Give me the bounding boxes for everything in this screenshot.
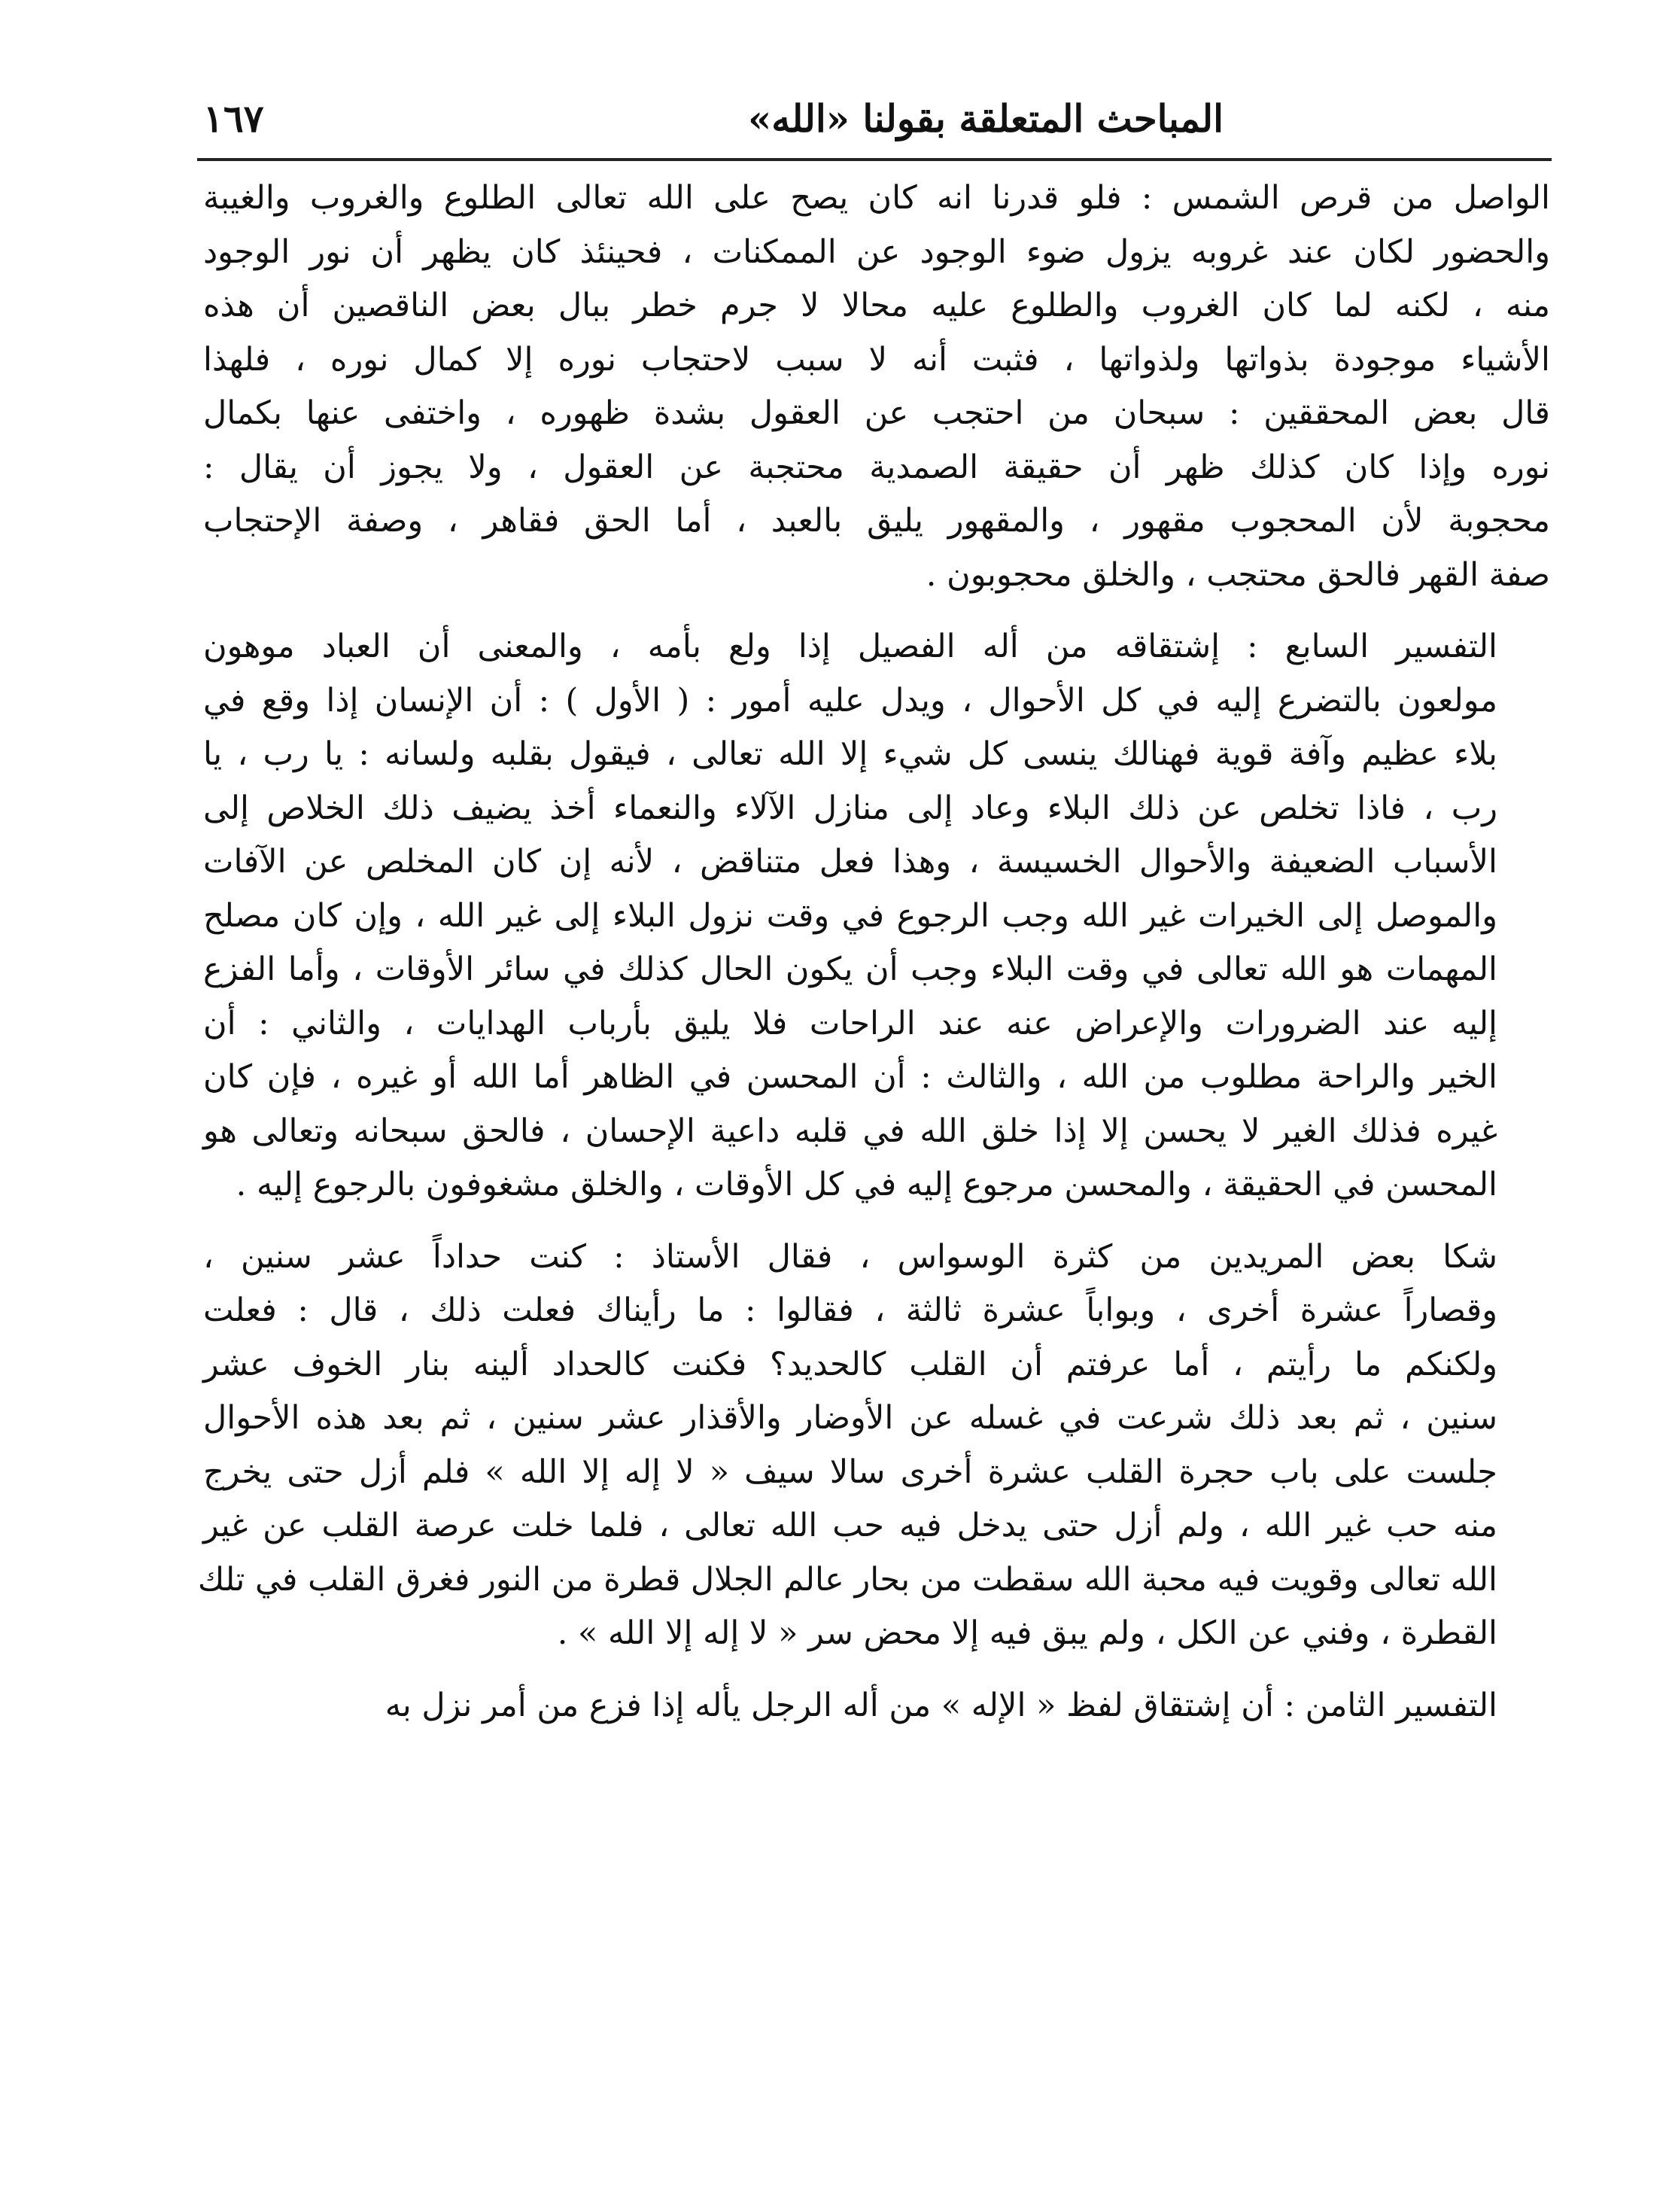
text-line: جلست على باب حجرة القلب عشرة أخرى سالا سيف « لا إله إلا الله » فلم أزل حتى يخرج xyxy=(203,1453,1497,1491)
text-line: إليه عند الضرورات والإعراض عنه عند الراحات فلا يليق بأرباب الهدايات ، والثاني : أن xyxy=(203,1004,1497,1042)
paragraph xyxy=(203,1679,1550,1733)
text-line: القطرة ، وفني عن الكل ، ولم يبق فيه إلا محض سر « لا إله إلا الله » . xyxy=(557,1614,1497,1652)
paragraph xyxy=(197,1231,1550,1661)
text-line: سنين ، ثم بعد ذلك شرعت في غسله عن الأوضار والأقذار عشر سنين ، ثم بعد هذه الأحوال xyxy=(203,1399,1497,1437)
running-header xyxy=(203,89,1543,149)
text-line: نوره وإذا كان كذلك ظهر أن حقيقة الصمدية محتجبة عن العقول ، ولا يجوز أن يقال : xyxy=(203,448,1550,486)
text-line: قال بعض المحققين : سبحان من احتجب عن العقول بشدة ظهوره ، واختفى عنها بكمال xyxy=(203,394,1550,432)
text-line: الأشياء موجودة بذواتها ولذواتها ، فثبت أنه لا سبب لاحتجاب نوره إلا كمال نوره ، فلهذا xyxy=(203,340,1550,379)
text-line: والموصل إلى الخيرات غير الله وجب الرجوع في وقت نزول البلاء إلى غير الله ، وإن كان مصلح xyxy=(203,896,1497,935)
text-line: المهمات هو الله تعالى في وقت البلاء وجب أن يكون الحال كذلك في سائر الأوقات ، وأما الفزع xyxy=(203,951,1497,988)
text-line: ولكنكم ما رأيتم ، أما عرفتم أن القلب كالحديد؟ فكنت كالحداد ألينه بنار الخوف عشر xyxy=(203,1345,1497,1383)
text-line: محجوبة لأن المحجوب مقهور ، والمقهور يليق بالعبد ، أما الحق فقاهر ، وصفة الإحتجاب xyxy=(203,502,1550,540)
text-line: والحضور لكان عند غروبه يزول ضوء الوجود عن الممكنات ، فحينئذ كان يظهر أن نور الوجود xyxy=(203,233,1550,271)
body-text xyxy=(197,172,1550,1751)
text-line: الخير والراحة مطلوب من الله ، والثالث : أن المحسن في الظاهر أما الله أو غيره ، فإن كان xyxy=(203,1058,1497,1096)
text-line: منه حب غير الله ، ولم أزل حتى يدخل فيه حب الله تعالى ، فلما خلت عرصة القلب عن غير xyxy=(203,1507,1497,1544)
header-divider xyxy=(197,158,1552,161)
text-line: الله تعالى وقويت فيه محبة الله سقطت من بحار عالم الجلال قطرة من النور فغرق القلب في تلك xyxy=(197,1560,1497,1599)
text-line: الواصل من قرص الشمس : فلو قدرنا انه كان يصح على الله تعالى الطلوع والغروب والغيبة xyxy=(203,179,1550,217)
paragraph xyxy=(203,620,1550,1212)
text-line: صفة القهر فالحق محتجب ، والخلق محجوبون . xyxy=(926,555,1550,594)
text-line: رب ، فاذا تخلص عن ذلك البلاء وعاد إلى منازل الآلاء والنعماء أخذ يضيف ذلك الخلاص إلى xyxy=(203,789,1497,827)
text-line: غيره فذلك الغير لا يحسن إلا إذا خلق الله في قلبه داعية الإحسان ، فالحق سبحانه وتعالى هو xyxy=(203,1112,1497,1150)
paragraph xyxy=(203,172,1550,602)
text-line: مولعون بالتضرع إليه في كل الأحوال ، ويدل عليه أمور : ( الأول ) : أن الإنسان إذا وقع في xyxy=(203,681,1497,720)
text-line: الأسباب الضعيفة والأحوال الخسيسة ، وهذا فعل متناقض ، لأنه إن كان المخلص عن الآفات xyxy=(203,843,1497,881)
text-line: المحسن في الحقيقة ، والمحسن مرجوع إليه في كل الأوقات ، والخلق مشغوفون بالرجوع إليه . xyxy=(236,1166,1497,1203)
text-line: شكا بعض المريدين من كثرة الوسواس ، فقال الأستاذ : كنت حداداً عشر سنين ، xyxy=(203,1237,1497,1276)
text-line: التفسير السابع : إشتقاقه من أله الفصيل إذا ولع بأمه ، والمعنى أن العباد موهون xyxy=(203,628,1497,665)
text-line: التفسير الثامن : أن إشتقاق لفظ « الإله » من أله الرجل يأله إذا فزع من أمر نزل به xyxy=(385,1686,1497,1724)
text-line: بلاء عظيم وآفة قوية فهنالك ينسى كل شيء إلا الله تعالى ، فيقول بقلبه ولسانه : يا رب ، يا xyxy=(203,735,1497,773)
text-line: منه ، لكنه لما كان الغروب والطلوع عليه محالا لا جرم خطر ببال بعض الناقصين أن هذه xyxy=(203,287,1550,324)
page-number: ١٦٧ xyxy=(203,96,264,141)
text-line: وقصاراً عشرة أخرى ، وبواباً عشرة ثالثة ، فقالوا : ما رأيناك فعلت ذلك ، قال : فعلت xyxy=(203,1292,1497,1329)
chapter-title: المباحث المتعلقة بقولنا «الله» xyxy=(747,96,1224,141)
